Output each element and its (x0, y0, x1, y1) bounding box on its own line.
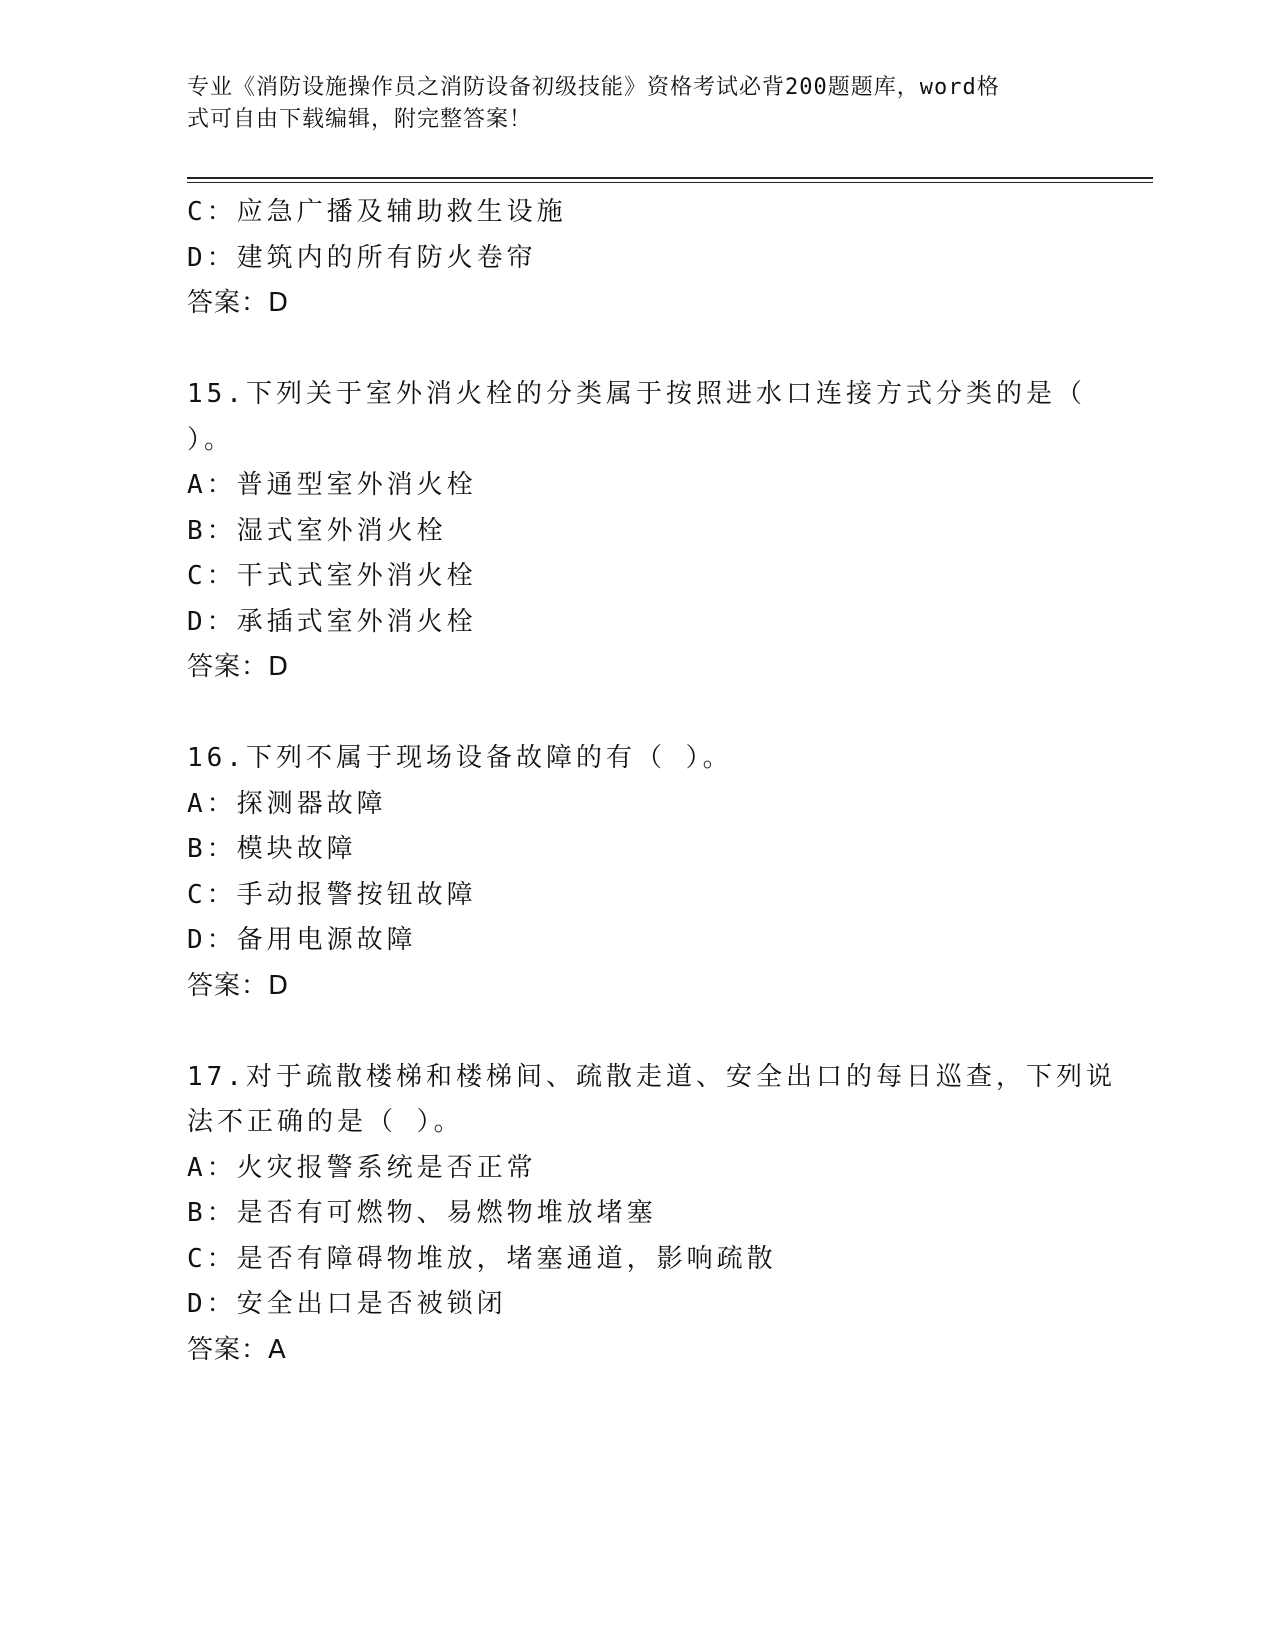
header-divider-thin (187, 182, 1153, 183)
option-d: D：备用电源故障 (187, 925, 417, 955)
spacer (187, 327, 1087, 373)
question-17 (187, 1055, 1116, 1374)
answer-label: 答案：D (187, 652, 290, 682)
question-stem: 16.下列不属于现场设备故障的有（ ）。 (187, 743, 733, 773)
header-divider-thick (187, 177, 1153, 179)
spacer (187, 1009, 1087, 1055)
document-header (187, 72, 1067, 136)
option-b: B：是否有可燃物、易燃物堆放堵塞 (187, 1198, 657, 1228)
option-d: D：建筑内的所有防火卷帘 (187, 242, 537, 273)
option-a: A：探测器故障 (187, 788, 387, 819)
question-stem: 17.对于疏散楼梯和楼梯间、疏散走道、安全出口的每日巡查，下列说 (187, 1061, 1116, 1092)
option-a: A：普通型室外消火栓 (187, 470, 477, 500)
answer-label: 答案：D (187, 288, 290, 318)
question-list (187, 190, 1116, 1373)
option-b: B：湿式室外消火栓 (187, 515, 447, 546)
option-c: C：应急广播及辅助救生设施 (187, 197, 567, 227)
option-b: B：模块故障 (187, 834, 357, 864)
option-c: C：干式式室外消火栓 (187, 561, 477, 591)
header-line-1: 专业《消防设施操作员之消防设备初级技能》资格考试必背200题题库，word格 (187, 75, 1000, 100)
question-stem: 15.下列关于室外消火栓的分类属于按照进水口连接方式分类的是（ (187, 379, 1086, 409)
question-stem-continued: 法不正确的是（ ）。 (187, 1107, 464, 1137)
question-14-continuation (187, 190, 1087, 327)
header-line-2: 式可自由下载编辑，附完整答案！ (187, 107, 533, 132)
option-d: D：安全出口是否被锁闭 (187, 1289, 507, 1319)
option-d: D：承插式室外消火栓 (187, 606, 477, 637)
spacer (187, 691, 1087, 737)
question-stem-continued: ）。 (187, 424, 235, 455)
option-c: C：手动报警按钮故障 (187, 879, 477, 910)
question-16 (187, 736, 1087, 1009)
question-15 (187, 372, 1087, 691)
option-a: A：火灾报警系统是否正常 (187, 1152, 537, 1183)
answer-label: 答案：D (187, 970, 290, 1001)
option-c: C：是否有障碍物堆放，堵塞通道，影响疏散 (187, 1243, 777, 1274)
answer-label: 答案：A (187, 1334, 287, 1365)
